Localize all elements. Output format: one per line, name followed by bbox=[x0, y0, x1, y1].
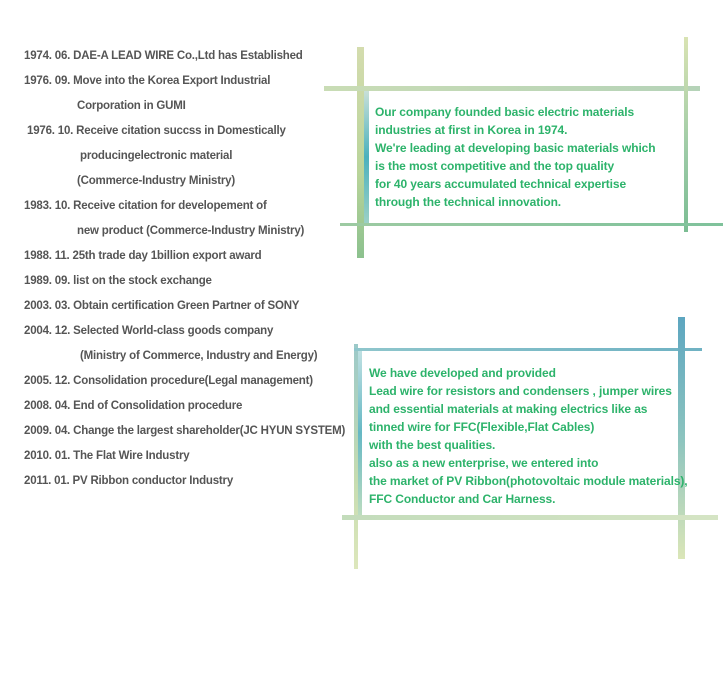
history-item: new product (Commerce-Industry Ministry) bbox=[77, 225, 305, 237]
products-line: Lead wire for resistors and condensers , jumper wires bbox=[369, 384, 672, 398]
frame-accent bbox=[358, 351, 362, 515]
frame-line bbox=[342, 515, 718, 520]
history-item: 2003. 03. Obtain certification Green Partner of SONY bbox=[24, 300, 300, 312]
products-line: We have developed and provided bbox=[369, 366, 556, 380]
history-item: (Commerce-Industry Ministry) bbox=[77, 175, 235, 187]
history-item: 1974. 06. DAE-A LEAD WIRE Co.,Ltd has Established bbox=[24, 50, 303, 62]
history-item: 1988. 11. 25th trade day 1billion export award bbox=[24, 250, 262, 262]
intro-line: through the technical innovation. bbox=[375, 195, 562, 209]
history-item: 2011. 01. PV Ribbon conductor Industry bbox=[24, 475, 234, 487]
frame-line bbox=[340, 223, 723, 226]
history-item: 1983. 10. Receive citation for developement of bbox=[24, 200, 267, 212]
products-line: the market of PV Ribbon(photovoltaic module materials), bbox=[369, 474, 688, 488]
history-item: 2004. 12. Selected World-class goods company bbox=[24, 325, 274, 337]
history-item: 2005. 12. Consolidation procedure(Legal management) bbox=[24, 375, 313, 387]
intro-line: for 40 years accumulated technical expertise bbox=[375, 177, 627, 191]
intro-line: industries at first in Korea in 1974. bbox=[375, 123, 568, 137]
history-item: 2008. 04. End of Consolidation procedure bbox=[24, 400, 243, 412]
company-intro-text bbox=[375, 103, 656, 211]
products-line: and essential materials at making electrics like as bbox=[369, 402, 648, 416]
frame-line bbox=[684, 37, 688, 232]
products-line: FFC Conductor and Car Harness. bbox=[369, 492, 556, 506]
company-history-list bbox=[0, 0, 360, 520]
intro-line: is the most competitive and the top quality bbox=[375, 159, 615, 173]
history-item: (Ministry of Commerce, Industry and Energy) bbox=[80, 350, 318, 362]
frame-accent bbox=[364, 91, 369, 223]
frame-line bbox=[354, 348, 702, 351]
history-item: 1989. 09. list on the stock exchange bbox=[24, 275, 212, 287]
frame-line bbox=[324, 86, 700, 91]
products-line: also as a new enterprise, we entered into bbox=[369, 456, 599, 470]
intro-line: Our company founded basic electric materials bbox=[375, 105, 635, 119]
history-item: Corporation in GUMI bbox=[77, 100, 186, 112]
history-item: 2009. 04. Change the largest shareholder(JC HYUN SYSTEM) bbox=[24, 425, 346, 437]
intro-line: We're leading at developing basic materials which bbox=[375, 141, 656, 155]
history-item: producingelectronic material bbox=[80, 150, 233, 162]
history-item: 2010. 01. The Flat Wire Industry bbox=[24, 450, 190, 462]
products-line: tinned wire for FFC(Flexible,Flat Cables) bbox=[369, 420, 595, 434]
frame-line bbox=[357, 47, 364, 258]
products-intro-text bbox=[369, 364, 688, 508]
products-line: with the best qualities. bbox=[369, 438, 496, 452]
history-item: 1976. 09. Move into the Korea Export Industrial bbox=[24, 75, 271, 87]
history-item: 1976. 10. Receive citation succss in Domestically bbox=[27, 125, 286, 137]
